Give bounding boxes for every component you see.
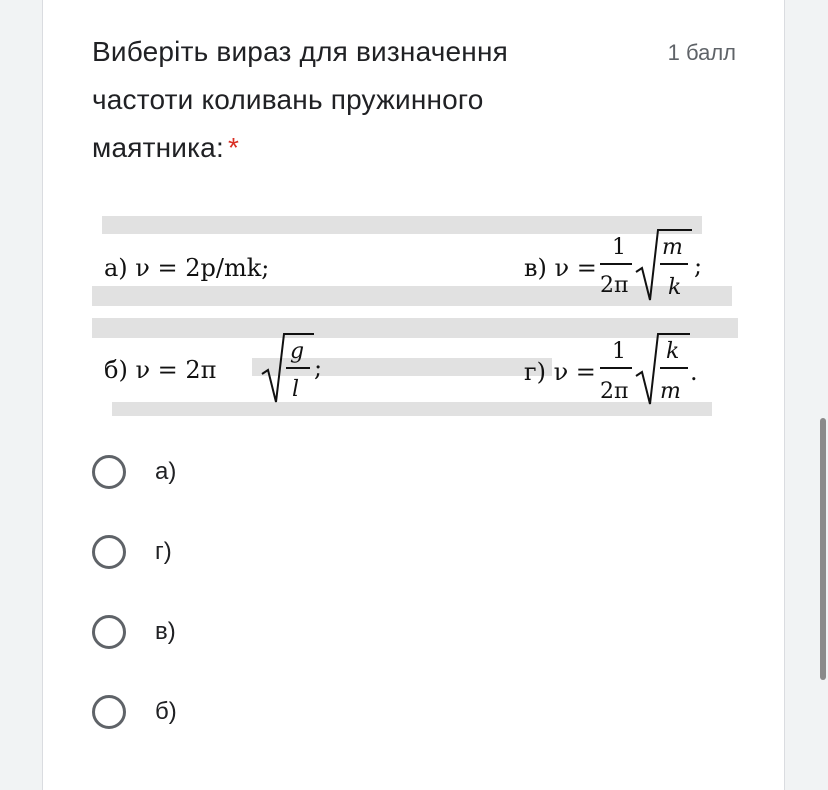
formula-g-frac-num: 1	[612, 339, 626, 364]
bleed-through-texture	[92, 216, 738, 416]
option-b[interactable]	[92, 672, 492, 752]
option-label: г)	[155, 538, 172, 565]
formula-v-prefix: в) ν =	[524, 254, 597, 282]
radio-unchecked-icon[interactable]	[92, 695, 126, 729]
question-image	[92, 208, 738, 430]
answer-options	[92, 432, 492, 752]
formula-g-num: k	[666, 339, 680, 364]
radio-unchecked-icon[interactable]	[92, 455, 126, 489]
scrollbar-thumb[interactable]	[820, 418, 826, 680]
option-label: б)	[155, 698, 177, 725]
formula-g-den: m	[660, 379, 681, 404]
points-label: 1 балл	[667, 40, 736, 65]
formula-b-num: g	[290, 339, 305, 364]
option-label: а)	[155, 458, 177, 485]
question-text: Виберіть вираз для визначення частоти коливань пружинного маятника:	[92, 36, 508, 163]
question-title	[92, 28, 612, 172]
formula-g-suffix: .	[690, 358, 698, 386]
formula-b-prefix: б) ν = 2π	[104, 356, 217, 384]
formula-v-num: m	[662, 235, 683, 260]
formula-v-frac-den: 2π	[600, 273, 629, 298]
formula-b-den: l	[292, 377, 300, 402]
radio-unchecked-icon[interactable]	[92, 615, 126, 649]
option-a[interactable]	[92, 432, 492, 512]
formula-a: а) ν = 2p/mk;	[104, 254, 270, 282]
formula-v-frac-num: 1	[612, 235, 626, 260]
formula-g-frac-den: 2π	[600, 379, 629, 404]
formula-image	[92, 208, 738, 430]
question-card	[42, 0, 785, 790]
required-star: *	[227, 132, 240, 163]
formula-b-suffix: ;	[314, 354, 323, 382]
option-label: в)	[155, 618, 176, 645]
formula-v-suffix: ;	[694, 252, 703, 280]
option-v[interactable]	[92, 592, 492, 672]
radio-unchecked-icon[interactable]	[92, 535, 126, 569]
formula-g-prefix: г) ν =	[524, 358, 596, 386]
option-g[interactable]	[92, 512, 492, 592]
formula-v-den: k	[668, 275, 682, 300]
